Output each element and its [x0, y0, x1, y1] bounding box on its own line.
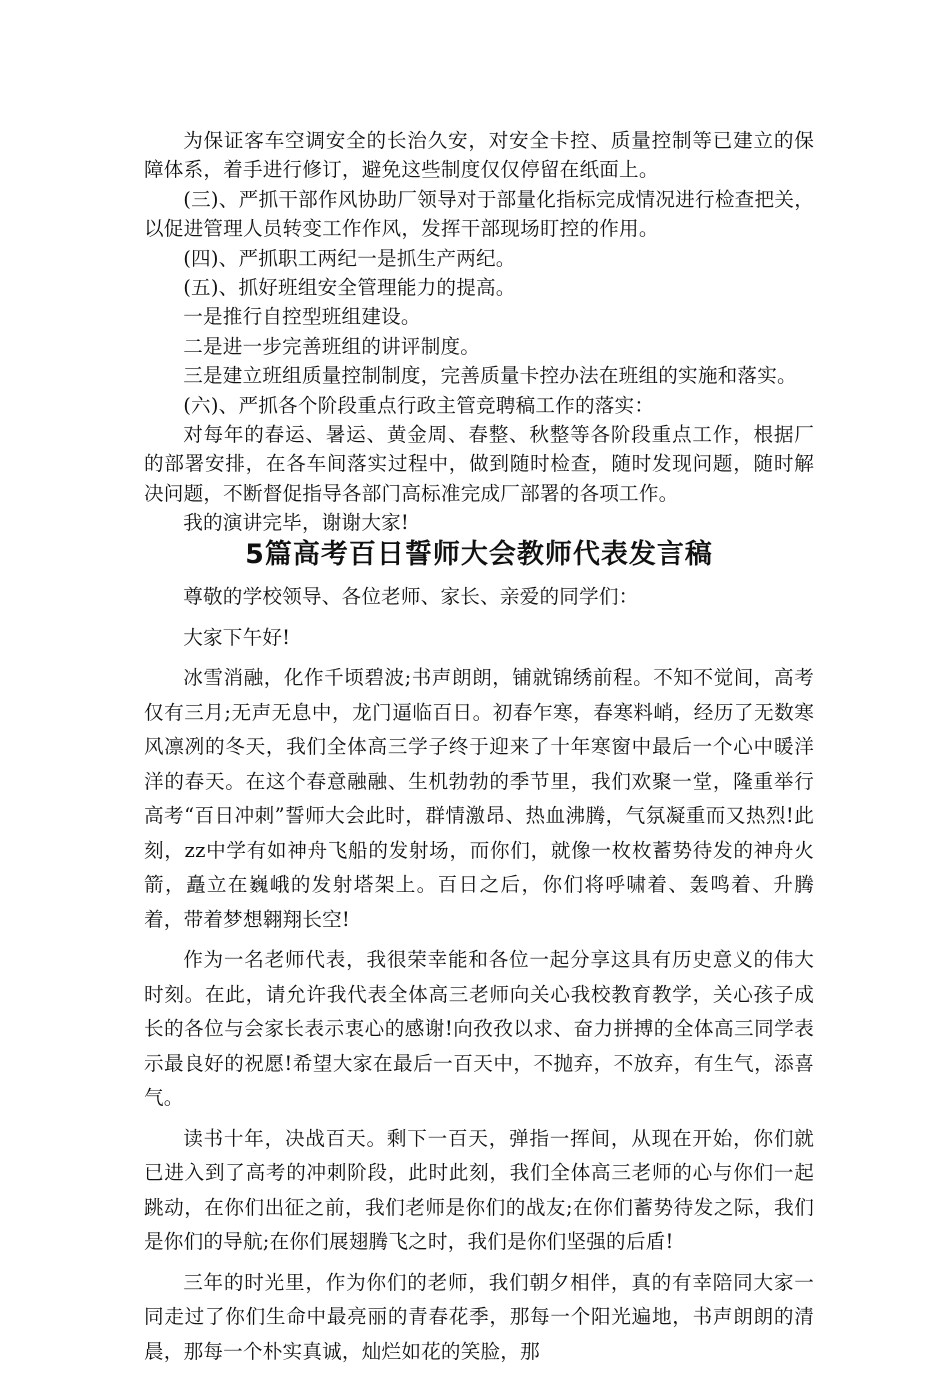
salutation: 尊敬的学校领导、各位老师、家长、亲爱的同学们：	[183, 585, 639, 608]
speech-closing-section	[144, 126, 814, 538]
body-paragraph: 冰雪消融，化作千顷碧波;书声朗朗，铺就锦绣前程。不知不觉间，高考仅有三月;无声无息中，龙门逼临百日。初春乍寒，春寒料峭，经历了无数寒风凛冽的冬天，我们全体高三学子终于迎来了十年寒窗中最后一个心中暖洋洋的春天。在这个春意融融、生机勃勃的季节里，我们欢聚一堂，隆重举行高考“百日冲刺”誓师大会此时，群情激昂、热血沸腾，气氛凝重而又热烈!此刻，zz中学有如神舟飞船的发射场，而你们，就像一枚枚蓄势待发的神舟火箭，矗立在巍峨的发射塔架上。百日之后，你们将呼啸着、轰鸣着、升腾着，带着梦想翱翔长空!	[144, 666, 814, 931]
body-paragraph: 三是建立班组质量控制制度，完善质量卡控办法在班组的实施和落实。	[183, 364, 797, 388]
body-paragraph: (五)、抓好班组安全管理能力的提高。	[183, 276, 516, 300]
body-paragraph: 一是推行自控型班组建设。	[183, 305, 421, 329]
body-paragraph: 作为一名老师代表，我很荣幸能和各位一起分享这具有历史意义的伟大时刻。在此，请允许我代表全体高三老师向关心我校教育教学，关心孩子成长的各位与会家长表示衷心的感谢!向孜孜以求、奋力拼搏的全体高三同学表示最良好的祝愿!希望大家在最后一百天中，不抛弃，不放弃，有生气，添喜气。	[144, 948, 814, 1109]
body-paragraph: (四)、严抓职工两纪一是抓生产两纪。	[183, 246, 516, 270]
body-paragraph: 二是进一步完善班组的讲评制度。	[183, 334, 481, 358]
article-heading: 5篇高考百日誓师大会教师代表发言稿	[245, 539, 713, 570]
body-paragraph: (六)、严抓各个阶段重点行政主管竞聘稿工作的落实：	[183, 393, 655, 417]
body-paragraph: 三年的时光里，作为你们的老师，我们朝夕相伴，真的有幸陪同大家一同走过了你们生命中最亮丽的青春花季，那每一个阳光遍地，书声朗朗的清晨，那每一个朴实真诚，灿烂如花的笑脸，那	[144, 1270, 814, 1363]
body-paragraph: 我的演讲完毕，谢谢大家!	[183, 511, 409, 535]
body-paragraph: (三)、严抓干部作风协助厂领导对于部量化指标完成情况进行检查把关，以促进管理人员转变工作作风，发挥干部现场盯控的作用。	[144, 187, 814, 241]
greeting: 大家下午好!	[183, 625, 291, 649]
speech-body-section	[144, 580, 814, 1375]
body-paragraph: 读书十年，决战百天。剩下一百天，弹指一挥间，从现在开始，你们就已进入到了高考的冲刺阶段，此时此刻，我们全体高三老师的心与你们一起跳动，在你们出征之前，我们老师是你们的战友;在你们蓄势待发之际，我们是你们的导航;在你们展翅腾飞之时，我们是你们坚强的后盾!	[144, 1126, 814, 1253]
body-paragraph: 对每年的春运、暑运、黄金周、春整、秋整等各阶段重点工作，根据厂的部署安排，在各车间落实过程中，做到随时检查，随时发现问题，随时解决问题，不断督促指导各部门高标准完成厂部署的各项工作。	[144, 423, 814, 505]
body-paragraph: 为保证客车空调安全的长治久安，对安全卡控、质量控制等已建立的保障体系，着手进行修订，避免这些制度仅仅停留在纸面上。	[144, 129, 814, 182]
